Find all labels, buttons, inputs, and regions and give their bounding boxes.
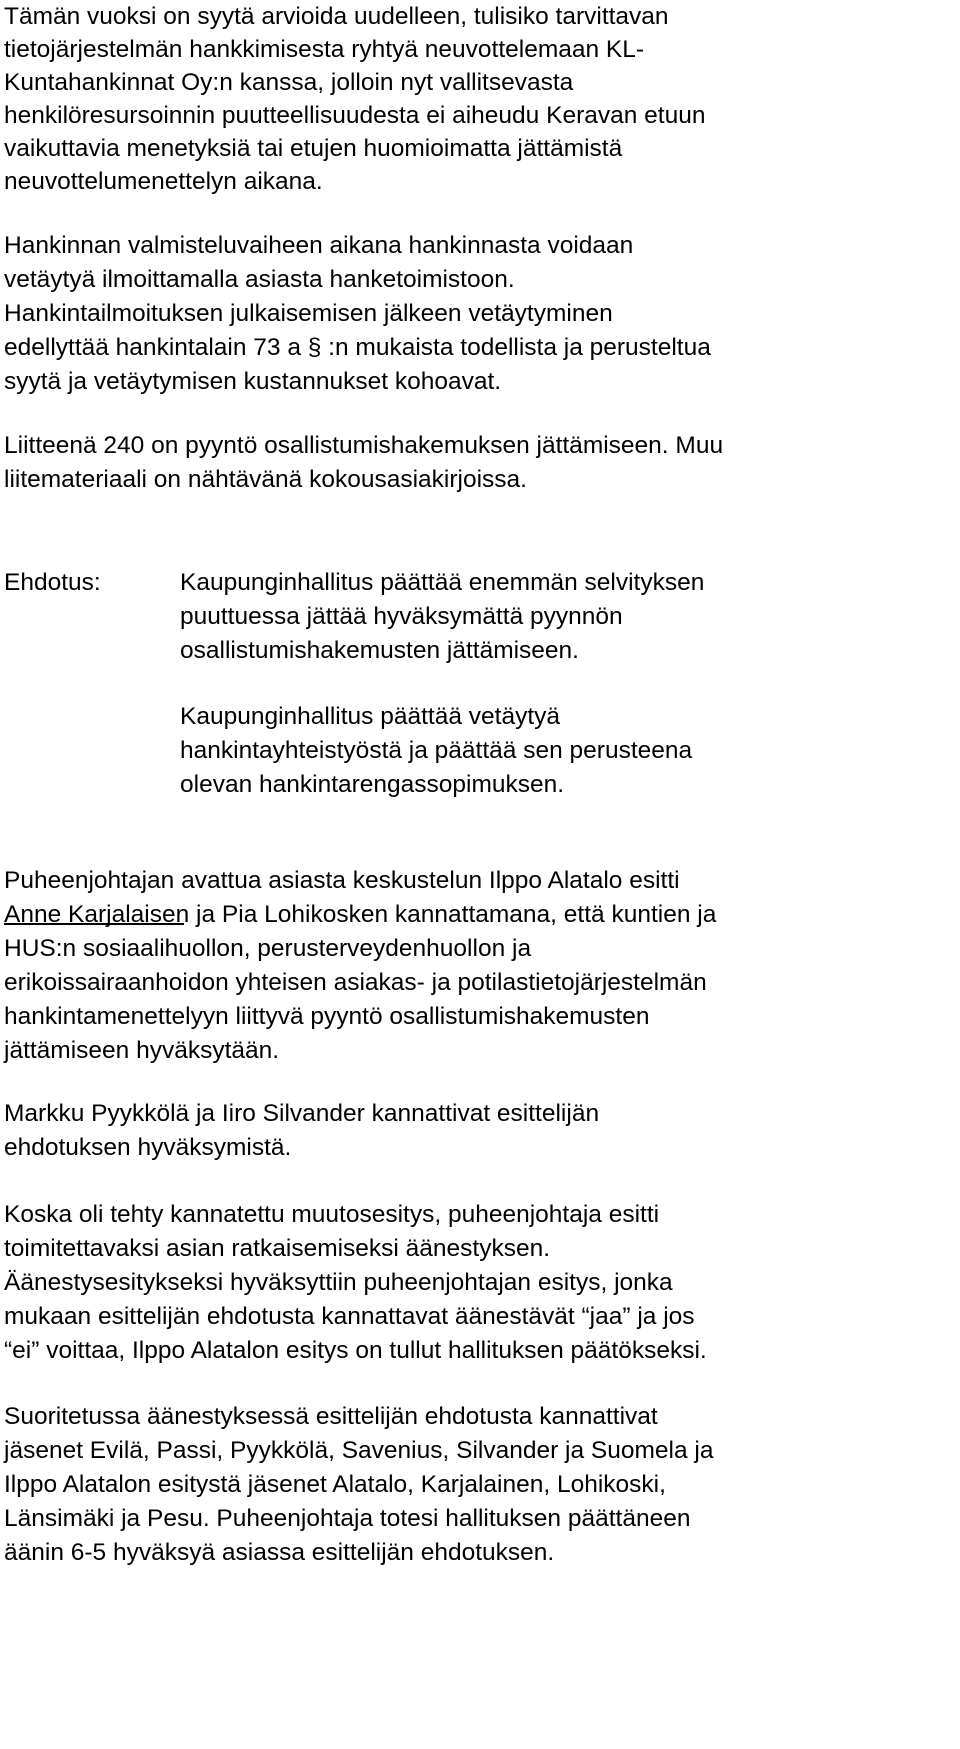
text-line: toimitettavaksi asian ratkaisemiseksi äänestyksen.	[4, 1235, 551, 1262]
text-line: Hankinnan valmisteluvaiheen aikana hankinnasta voidaan	[4, 232, 634, 259]
text-line: mukaan esittelijän ehdotusta kannattavat äänestävät “jaa” ja jos	[4, 1303, 695, 1330]
proposal-line: olevan hankintarengassopimuksen.	[180, 771, 565, 798]
text-line: Kuntahankinnat Oy:n kanssa, jolloin nyt vallitsevasta	[4, 69, 574, 96]
proposal-line: puuttuessa jättää hyväksymättä pyynnön	[180, 603, 623, 630]
text-line: Puheenjohtajan avattua asiasta keskustelun Ilppo Alatalo esitti	[4, 867, 680, 894]
proposal-line: Kaupunginhallitus päättää vetäytyä	[180, 703, 561, 730]
text-line: jättämiseen hyväksytään.	[4, 1037, 280, 1064]
text-line: jäsenet Evilä, Passi, Pyykkölä, Savenius, Silvander ja Suomela ja	[4, 1437, 714, 1464]
text-line: vetäytyä ilmoittamalla asiasta hanketoimistoon.	[4, 266, 515, 293]
text-line: edellyttää hankintalain 73 a § :n mukaista todellista ja perusteltua	[4, 334, 711, 361]
text-line: Äänestysesitykseksi hyväksyttiin puheenjohtajan esitys, jonka	[4, 1269, 673, 1296]
text-line: äänin 6-5 hyväksyä asiassa esittelijän ehdotuksen.	[4, 1539, 555, 1566]
text-line: “ei” voittaa, Ilppo Alatalon esitys on tullut hallituksen päätökseksi.	[4, 1337, 707, 1364]
text-line: Suoritetussa äänestyksessä esittelijän ehdotusta kannattivat	[4, 1403, 658, 1430]
text-line: syytä ja vetäytymisen kustannukset kohoavat.	[4, 368, 502, 395]
text-line: Liitteenä 240 on pyyntö osallistumishakemuksen jättämiseen. Muu	[4, 432, 724, 459]
text-line: Anne Karjalaisen ja Pia Lohikosken kannattamana, että kuntien ja	[4, 901, 717, 928]
text-line: tietojärjestelmän hankkimisesta ryhtyä neuvottelemaan KL-	[4, 36, 645, 63]
text-line: hankintamenettelyyn liittyvä pyyntö osallistumishakemusten	[4, 1003, 650, 1030]
proposal-line: osallistumishakemusten jättämiseen.	[180, 637, 579, 664]
text-line: vaikuttavia menetyksiä tai etujen huomioimatta jättämistä	[4, 135, 623, 162]
proposal-label: Ehdotus:	[4, 569, 101, 596]
text-line: henkilöresursoinnin puutteellisuudesta ei aiheudu Keravan etuun	[4, 102, 706, 129]
text-line: Hankintailmoituksen julkaisemisen jälkeen vetäytyminen	[4, 300, 613, 327]
text-line: neuvottelumenettelyn aikana.	[4, 168, 323, 195]
text-line: Länsimäki ja Pesu. Puheenjohtaja totesi hallituksen päättäneen	[4, 1505, 691, 1532]
text-line: liitemateriaali on nähtävänä kokousasiakirjoissa.	[4, 466, 527, 493]
text-line: Koska oli tehty kannatettu muutosesitys, puheenjohtaja esitti	[4, 1201, 660, 1228]
text-line: Tämän vuoksi on syytä arvioida uudelleen, tulisiko tarvittavan	[4, 3, 669, 30]
proposal-line: Kaupunginhallitus päättää enemmän selvityksen	[180, 569, 705, 596]
text-line: Markku Pyykkölä ja Iiro Silvander kannattivat esittelijän	[4, 1100, 600, 1127]
text-line: HUS:n sosiaalihuollon, perusterveydenhuollon ja	[4, 935, 532, 962]
text-line: ehdotuksen hyväksymistä.	[4, 1134, 292, 1161]
proposal-line: hankintayhteistyöstä ja päättää sen perusteena	[180, 737, 693, 764]
text-line: Ilppo Alatalon esitystä jäsenet Alatalo, Karjalainen, Lohikoski,	[4, 1471, 666, 1498]
text-line: erikoissairaanhoidon yhteisen asiakas- ja potilastietojärjestelmän	[4, 969, 707, 996]
